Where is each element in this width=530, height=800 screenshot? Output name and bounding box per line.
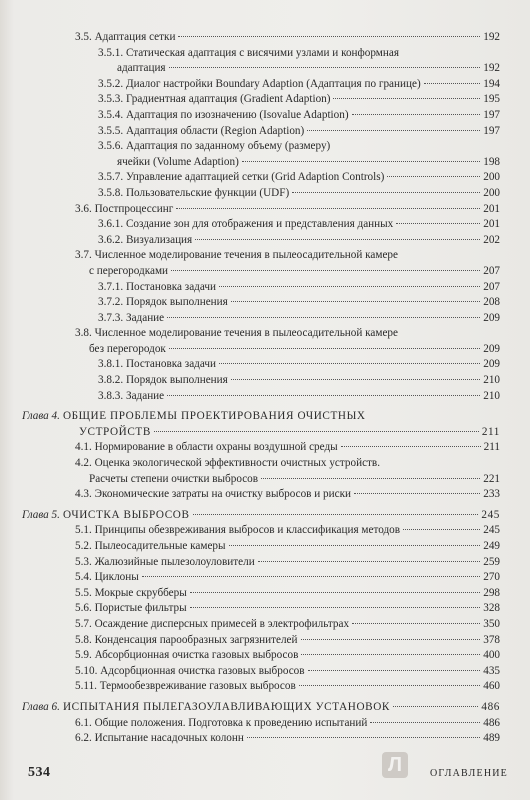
toc-entry-title: 3.6.2. Визуализация xyxy=(98,233,193,246)
toc-entry[interactable] xyxy=(75,30,500,46)
dot-leader xyxy=(403,529,480,530)
toc-entry-title: 3.5.8. Пользовательские функции (UDF) xyxy=(98,186,290,199)
toc-entry-title: 4.2. Оценка экологической эффективности очистных устройств. xyxy=(75,457,381,470)
dot-leader xyxy=(301,654,480,655)
chapter-label: Глава 6. xyxy=(22,700,60,713)
dot-leader xyxy=(176,208,480,209)
toc-entry-title: 5.2. Пылеосадительные камеры xyxy=(75,540,226,552)
toc-entry[interactable] xyxy=(89,472,500,488)
dot-leader xyxy=(292,192,480,193)
toc-page-number: 486 xyxy=(483,716,500,729)
page-number: 534 xyxy=(28,765,51,780)
toc-entry[interactable] xyxy=(75,555,500,571)
dot-leader xyxy=(229,545,481,546)
toc-entry[interactable] xyxy=(75,326,500,342)
toc-page-number: 245 xyxy=(481,508,500,521)
toc-entry[interactable] xyxy=(75,586,500,602)
toc-chapter-entry[interactable] xyxy=(22,508,500,524)
toc-entry-title: 5.5. Мокрые скрубберы xyxy=(75,586,187,599)
toc-page-number: 209 xyxy=(483,358,500,371)
toc-entry[interactable] xyxy=(75,487,500,503)
toc-entry-title: Расчеты степени очистки выбросов xyxy=(89,472,259,485)
toc-entry-title: 3.6.1. Создание зон для отображения и представления данных xyxy=(98,218,394,231)
toc-entry-title: 3.5.6. Адаптация по заданному объему (размеру) xyxy=(98,140,331,153)
toc-page-number: 210 xyxy=(483,389,500,402)
dot-leader xyxy=(167,395,480,396)
toc-entry-title: 3.5.4. Адаптация по изозначению (Isovalue Adaption) xyxy=(98,108,349,121)
toc-entry[interactable] xyxy=(98,124,500,140)
dot-leader xyxy=(387,176,480,177)
toc-entry-title: ячейки (Volume Adaption) xyxy=(117,155,239,168)
toc-entry-title: 3.6. Постпроцессинг xyxy=(75,202,174,215)
toc-entry-title: 5.11. Термообезвреживание газовых выбросов xyxy=(75,680,296,693)
toc-entry-title: ОБЩИЕ ПРОБЛЕМЫ ПРОЕКТИРОВАНИЯ ОЧИСТНЫХ xyxy=(62,410,366,423)
toc-page-number: 209 xyxy=(483,311,500,324)
toc-page-number: 211 xyxy=(481,425,500,438)
toc-entry-title: 5.8. Конденсация парообразных загрязнителей xyxy=(75,633,298,646)
toc-page-number: 489 xyxy=(483,732,500,745)
toc-entry-title: 5.6. Пористые фильтры xyxy=(75,602,187,615)
dot-leader xyxy=(193,514,479,515)
toc-entry-title: с перегородками xyxy=(89,264,169,277)
toc-entry-title: 5.4. Циклоны xyxy=(75,571,139,584)
dot-leader xyxy=(301,639,481,640)
toc-entry[interactable] xyxy=(89,342,500,358)
toc-entry[interactable] xyxy=(75,601,500,617)
toc-page-number: 197 xyxy=(483,124,500,137)
toc-entry-title: 3.5.5. Адаптация области (Region Adaption) xyxy=(98,124,305,137)
dot-leader xyxy=(341,446,481,447)
toc-entry-title: 3.7.1. Постановка задачи xyxy=(98,280,216,293)
toc-entry-title: УСТРОЙСТВ xyxy=(79,425,151,438)
toc-entry[interactable] xyxy=(98,357,500,373)
dot-leader xyxy=(333,98,480,99)
toc-entry[interactable] xyxy=(98,77,500,93)
toc-page-number: 249 xyxy=(483,540,500,552)
dot-leader xyxy=(190,607,481,608)
toc-entry[interactable] xyxy=(98,92,500,108)
toc-chapter-entry[interactable] xyxy=(22,409,500,425)
toc-page-number: 195 xyxy=(483,93,500,106)
toc-entry-title: 5.1. Принципы обезвреживания выбросов и классификация методов xyxy=(75,524,401,537)
toc-entry[interactable] xyxy=(98,217,500,233)
toc-entry[interactable] xyxy=(75,456,500,472)
dot-leader xyxy=(195,239,480,240)
toc-entry-title: 3.7. Численное моделирование течения в пылеосадительной камере xyxy=(75,249,398,262)
toc-entry-title: 3.8.1. Постановка задачи xyxy=(98,358,216,371)
toc-entry-title: 3.8.3. Задание xyxy=(98,389,165,402)
toc-entry-title: без перегородок xyxy=(89,342,166,355)
dot-leader xyxy=(169,67,481,68)
watermark-logo: Л xyxy=(382,752,408,778)
toc-page-number: 270 xyxy=(483,571,500,584)
toc-entry[interactable] xyxy=(98,373,500,389)
dot-leader xyxy=(231,301,480,302)
toc-page-number: 200 xyxy=(483,171,500,184)
toc-entry[interactable] xyxy=(98,295,500,311)
toc-entry[interactable] xyxy=(75,648,500,664)
dot-leader xyxy=(171,270,480,271)
toc-page-number: 211 xyxy=(483,441,500,454)
toc-entry-title: 4.1. Нормирование в области охраны воздушной среды xyxy=(75,441,338,454)
toc-entry[interactable] xyxy=(75,664,500,680)
dot-leader xyxy=(261,478,480,479)
toc-entry[interactable] xyxy=(75,202,500,218)
toc-page-number: 378 xyxy=(483,633,500,646)
toc-entry-title: 6.1. Общие положения. Подготовка к проведению испытаний xyxy=(75,716,368,729)
toc-entry[interactable] xyxy=(98,139,500,155)
toc-entry[interactable] xyxy=(75,570,500,586)
dot-leader xyxy=(352,114,481,115)
running-head: ОГЛАВЛЕНИЕ xyxy=(430,768,508,779)
toc-entry[interactable] xyxy=(98,233,500,249)
toc-page-number: 194 xyxy=(483,77,500,90)
toc-entry-title: 3.8.2. Порядок выполнения xyxy=(98,374,228,387)
toc-page-number: 259 xyxy=(483,555,500,568)
toc-entry[interactable] xyxy=(117,155,500,171)
dot-leader xyxy=(393,706,478,707)
toc-entry[interactable] xyxy=(75,523,500,539)
toc-entry[interactable] xyxy=(98,46,500,62)
toc-entry-title: 4.3. Экономические затраты на очистку выбросов и риски xyxy=(75,488,352,501)
toc-page-number: 207 xyxy=(483,264,500,277)
toc-page-number: 198 xyxy=(483,155,500,168)
toc-entry-title: 5.10. Адсорбционная очистка газовых выбросов xyxy=(75,664,305,677)
toc-entry[interactable] xyxy=(75,731,500,747)
toc-page-number: 192 xyxy=(483,31,500,43)
dot-leader xyxy=(142,576,480,577)
toc-page-number: 486 xyxy=(481,700,500,713)
dot-leader xyxy=(258,561,481,562)
toc-page-number: 233 xyxy=(483,488,500,501)
toc-page-number: 208 xyxy=(483,296,500,309)
toc-entry-title: 5.3. Жалюзийные пылезолоуловители xyxy=(75,555,255,568)
toc-page-number: 192 xyxy=(483,62,500,75)
toc-entry[interactable] xyxy=(75,248,500,264)
toc-page-number: 328 xyxy=(483,602,500,615)
toc-entry[interactable] xyxy=(75,440,500,456)
toc-entry-title: 3.5. Адаптация сетки xyxy=(75,31,176,43)
toc-entry[interactable] xyxy=(79,425,500,441)
toc-page-number: 460 xyxy=(483,680,500,693)
toc-entry-title: 5.7. Осаждение дисперсных примесей в электрофильтрах xyxy=(75,617,350,630)
toc-page-number: 200 xyxy=(483,186,500,199)
dot-leader xyxy=(169,348,480,349)
dot-leader xyxy=(154,431,479,432)
dot-leader xyxy=(370,722,480,723)
toc-page-number: 221 xyxy=(483,472,500,485)
toc-entry[interactable] xyxy=(89,264,500,280)
dot-leader xyxy=(178,36,480,37)
toc-entry[interactable] xyxy=(75,617,500,633)
toc-page-number: 350 xyxy=(483,617,500,630)
table-of-contents xyxy=(0,30,530,747)
toc-entry-title: 3.7.3. Задание xyxy=(98,311,165,324)
toc-page-number: 209 xyxy=(483,342,500,355)
dot-leader xyxy=(354,493,480,494)
toc-chapter-entry[interactable] xyxy=(22,700,500,716)
toc-entry-title: 3.5.1. Статическая адаптация с висячими узлами и конформная xyxy=(98,46,399,59)
toc-entry[interactable] xyxy=(75,716,500,732)
chapter-label: Глава 5. xyxy=(22,508,60,521)
toc-entry-title: ОЧИСТКА ВЫБРОСОВ xyxy=(62,508,190,521)
toc-entry[interactable] xyxy=(98,170,500,186)
dot-leader xyxy=(352,623,480,624)
toc-entry[interactable] xyxy=(117,61,500,77)
toc-entry-title: 3.5.2. Диалог настройки Boundary Adaption (Адаптация по границе) xyxy=(98,77,421,90)
toc-entry-title: 3.5.3. Градиентная адаптация (Gradient Adaption) xyxy=(98,93,331,106)
toc-entry-title: 6.2. Испытание насадочных колонн xyxy=(75,732,244,745)
toc-entry[interactable] xyxy=(98,389,500,405)
dot-leader xyxy=(299,685,480,686)
toc-page-number: 210 xyxy=(483,374,500,387)
toc-page-number: 207 xyxy=(483,280,500,293)
dot-leader xyxy=(396,223,480,224)
toc-entry-title: 3.7.2. Порядок выполнения xyxy=(98,296,228,309)
toc-entry[interactable] xyxy=(75,679,500,695)
toc-page-number: 435 xyxy=(483,664,500,677)
toc-page-number: 400 xyxy=(483,649,500,662)
toc-entry[interactable] xyxy=(75,539,500,555)
toc-page-number: 298 xyxy=(483,586,500,599)
dot-leader xyxy=(247,737,480,738)
toc-entry-title: 3.8. Численное моделирование течения в пылеосадительной камере xyxy=(75,327,398,340)
dot-leader xyxy=(231,379,480,380)
dot-leader xyxy=(219,363,480,364)
dot-leader xyxy=(219,286,480,287)
dot-leader xyxy=(190,592,480,593)
toc-entry[interactable] xyxy=(98,186,500,202)
toc-entry-title: 3.5.7. Управление адаптацией сетки (Grid Adaption Controls) xyxy=(98,171,385,184)
dot-leader xyxy=(307,130,480,131)
toc-page-number: 201 xyxy=(483,202,500,215)
dot-leader xyxy=(167,317,480,318)
chapter-label: Глава 4. xyxy=(22,410,60,423)
toc-entry[interactable] xyxy=(98,280,500,296)
toc-entry[interactable] xyxy=(98,108,500,124)
toc-entry-title: адаптация xyxy=(117,62,166,75)
dot-leader xyxy=(308,670,481,671)
toc-page-number: 245 xyxy=(483,524,500,537)
toc-entry[interactable] xyxy=(75,633,500,649)
toc-page-number: 201 xyxy=(483,218,500,231)
toc-entry[interactable] xyxy=(98,311,500,327)
dot-leader xyxy=(424,83,481,84)
toc-page-number: 197 xyxy=(483,108,500,121)
toc-page-number: 202 xyxy=(483,233,500,246)
dot-leader xyxy=(242,161,480,162)
toc-entry-title: ИСПЫТАНИЯ ПЫЛЕГАЗОУЛАВЛИВАЮЩИХ УСТАНОВОК xyxy=(62,700,390,713)
toc-entry-title: 5.9. Абсорбционная очистка газовых выбросов xyxy=(75,649,299,662)
